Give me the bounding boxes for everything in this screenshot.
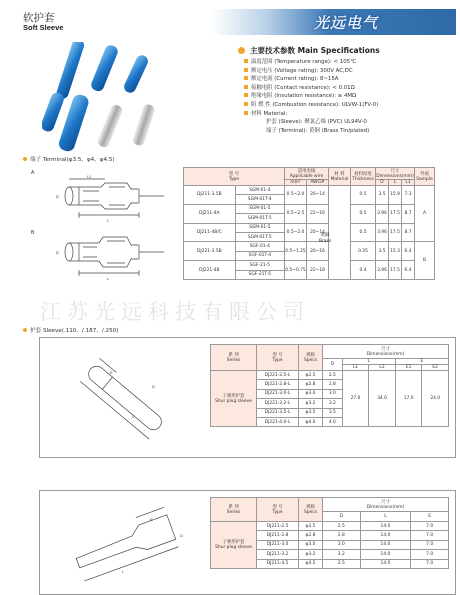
col-header-l: L — [360, 512, 411, 522]
material-cn: 黄铜 — [320, 233, 330, 238]
col-header-d: D — [323, 359, 343, 371]
cell-e1: 17.0 — [395, 371, 422, 427]
cell-spec: φ3.0 — [299, 389, 323, 398]
table-row — [211, 371, 449, 380]
spec-item-text: 额定电压 (Voltage rating): 300V AC,DC — [251, 67, 353, 74]
material-label — [314, 233, 336, 245]
terminal-panel — [23, 163, 456, 289]
cell-d: 2.5 — [323, 371, 343, 380]
spec-item-text: 温度范围 (Temperature range): < 105℃ — [251, 59, 357, 65]
cell-series: 子弹形护套 Shur plug sleeve — [211, 371, 257, 427]
cell-sample-b: B — [415, 242, 435, 280]
terminal-drawing-b — [39, 229, 174, 281]
cell-l: 14.0 — [360, 531, 411, 540]
spec-item-text: 接触电阻 (Contact resistance): < 0.01Ω — [251, 84, 355, 91]
cell-type: DJ211-3.0 — [257, 540, 299, 549]
cell-d: 2.8 — [323, 380, 343, 389]
bullet-icon — [23, 328, 27, 332]
cell-spec: φ3.0 — [299, 540, 323, 549]
cell-sub-type: SGF-21T-5 — [235, 270, 284, 279]
col-header-l1: L1 — [342, 365, 369, 371]
terminal-drawing-a — [39, 173, 174, 225]
spec-item — [244, 92, 456, 101]
col-header-type: 型 号 Type — [184, 168, 285, 186]
page-title-cn: 软护套 — [23, 12, 55, 24]
square-bullet-icon — [244, 111, 248, 115]
cell-d: 3.2 — [323, 550, 361, 559]
col-header-wire: 适用电线 Applicable wire — [285, 168, 329, 180]
page-title-en: Soft Sleeve — [23, 23, 64, 32]
company-watermark: 江苏光远科技有限公司 — [40, 300, 310, 324]
table-row — [184, 261, 435, 270]
table-row — [184, 242, 435, 251]
cell-sub-type: SGF-01-4 — [235, 242, 284, 251]
material-en: Brass — [318, 239, 332, 244]
cell-e: 7.0 — [411, 550, 449, 559]
cell-sample-a: A — [415, 186, 435, 242]
col-header-dimensions: 尺寸 Dimensions(mm) — [323, 345, 449, 359]
cell-l: 15.3 — [389, 242, 402, 261]
col-header-l1: L1 — [402, 180, 415, 186]
sleeve-section-heading — [23, 326, 118, 334]
cell-l2: 34.0 — [369, 371, 396, 427]
cell-type: DJ211-4A — [184, 204, 236, 223]
bullet-icon — [23, 157, 27, 161]
sleeve-product-photo — [42, 42, 170, 157]
col-header-material: 材 料 Material — [329, 168, 351, 186]
cell-mm2: 0.5~2.0 — [285, 223, 307, 242]
col-header-dimensions: 尺寸 Dimensions(mm) — [323, 498, 449, 512]
cell-spec: φ4.0 — [299, 417, 323, 426]
col-header-d: D — [376, 180, 389, 186]
cell-e2: 24.0 — [422, 371, 449, 427]
cell-type: DJ211-4B/C — [184, 223, 236, 242]
cell-awg: 20~14 — [307, 223, 329, 242]
sleeve-drawing-1 — [50, 348, 200, 448]
cell-d: 3.5 — [323, 408, 343, 417]
specs-list — [244, 58, 456, 135]
cell-series: 子弹形护套 Shur plug sleeve — [211, 522, 257, 569]
cell-thickness: 0.4 — [351, 261, 376, 280]
cell-d: 4.0 — [323, 417, 343, 426]
cell-thickness: 0.35 — [351, 242, 376, 261]
cell-l: 14.0 — [360, 522, 411, 531]
cell-l: 14.0 — [360, 540, 411, 549]
col-header-type: 型 号 Type — [257, 498, 299, 522]
sleeve-piece-3 — [122, 53, 150, 94]
sleeve-drawing-2 — [50, 501, 200, 591]
svg-text:L: L — [122, 569, 125, 574]
square-bullet-icon — [244, 59, 248, 63]
cell-e: 7.0 — [411, 559, 449, 568]
svg-text:L: L — [107, 276, 110, 281]
sleeve-panel-2 — [39, 490, 456, 595]
terminal-heading-text: 端子 Terminal(φ3.5、φ4、φ4.5) — [30, 157, 115, 163]
cell-type: DJ221-3.5-L — [257, 408, 299, 417]
col-header-spec: 规格 Specs — [299, 498, 323, 522]
col-header-series: 系 列 Series — [211, 345, 257, 371]
cell-d: 3.2 — [323, 399, 343, 408]
cell-e: 7.0 — [411, 531, 449, 540]
cell-awg: 22~18 — [307, 261, 329, 280]
cell-l1: 6.4 — [402, 261, 415, 280]
cell-l1: 8.7 — [402, 204, 415, 223]
sleeve-table-1 — [210, 344, 449, 427]
sleeve-piece-1 — [55, 42, 86, 100]
spec-material-terminal: 端子 (Terminal): 黄铜 (Brass Tin/plated) — [266, 127, 370, 134]
cell-d: 3.96 — [376, 261, 389, 280]
cell-sub-type: SGF-01T-4 — [235, 251, 284, 260]
cell-d: 3.5 — [323, 559, 361, 568]
terminal-piece-2 — [131, 103, 155, 147]
cell-sub-type: SGM-01T-5 — [235, 214, 284, 223]
cell-type: DJ221-2.5-L — [257, 371, 299, 380]
terminal-section-heading — [23, 155, 115, 163]
cell-l: 17.5 — [389, 223, 402, 242]
col-header-e1: E1 — [395, 365, 422, 371]
col-header-thickness: 材料厚度 Thickness — [351, 168, 376, 186]
svg-text:D: D — [56, 250, 59, 255]
cell-d: 3.5 — [376, 242, 389, 261]
cell-spec: φ3.2 — [299, 399, 323, 408]
drawing-label-a: A — [31, 170, 35, 176]
cell-spec: φ2.5 — [299, 371, 323, 380]
specs-heading-text: 主要技术参数 Main Specifications — [250, 46, 380, 55]
cell-l: 14.0 — [360, 559, 411, 568]
cell-thickness: 0.5 — [351, 223, 376, 242]
svg-text:E: E — [150, 517, 153, 522]
brand-banner — [212, 9, 456, 35]
brand-logo-text: 光远电气 — [314, 14, 379, 32]
col-header-awg: AWG# — [307, 180, 329, 186]
cell-d: 3.96 — [376, 223, 389, 242]
cell-awg: 20~14 — [307, 186, 329, 205]
cell-sub-type: SGM-01-4 — [235, 186, 284, 195]
cell-l: 17.5 — [389, 204, 402, 223]
cell-thickness: 0.5 — [351, 186, 376, 205]
sleeve-heading-text: 护套 Sleeve(.110、/.187、/.250) — [30, 328, 119, 334]
cell-type: DJ211-2.8 — [257, 531, 299, 540]
square-bullet-icon — [244, 76, 248, 80]
cell-type: DJ221-4B — [184, 261, 236, 280]
cell-type: DJ211-3.5B — [184, 186, 236, 205]
spec-material-sleeve: 护套 (Sleeve): 聚氯乙烯 (PVC) UL94V-0 — [266, 119, 367, 126]
svg-text:D: D — [180, 533, 183, 538]
sleeve-table-2 — [210, 497, 449, 569]
col-header-type: 型 号 Type — [257, 345, 299, 371]
bullet-icon — [238, 47, 245, 54]
cell-e: 7.0 — [411, 540, 449, 549]
cell-d: 2.8 — [323, 531, 361, 540]
svg-text:L: L — [107, 218, 110, 223]
cell-d: 3.0 — [323, 389, 343, 398]
cell-l1: 7.3 — [402, 186, 415, 205]
terminal-piece-1 — [96, 103, 124, 148]
cell-d: 3.5 — [376, 186, 389, 205]
svg-text:D: D — [56, 194, 59, 199]
col-header-dimensions: 尺寸 Dimensions(mm) — [376, 169, 414, 179]
col-header-l2: L2 — [369, 365, 396, 371]
col-header-d: D — [323, 512, 361, 522]
col-header-series: 系 列 Series — [211, 498, 257, 522]
square-bullet-icon — [244, 68, 248, 72]
cell-spec: φ2.8 — [299, 380, 323, 389]
cell-type: DJ211-4.5 — [257, 559, 299, 568]
cell-spec: φ4.5 — [299, 559, 323, 568]
cell-mm2: 0.5~2.0 — [285, 186, 307, 205]
col-header-sample: 外观 Sample — [415, 168, 435, 186]
col-header-spec: 规格 Specs — [299, 345, 323, 371]
svg-text:L1: L1 — [87, 174, 92, 179]
cell-l: 15.9 — [389, 186, 402, 205]
cell-d: 3.96 — [376, 204, 389, 223]
cell-sub-type: SGM-01T-4 — [235, 195, 284, 204]
col-header-l: L — [342, 359, 395, 365]
col-header-e: E — [395, 359, 448, 365]
specs-heading — [238, 45, 380, 56]
spec-item — [244, 58, 456, 67]
cell-spec: φ2.5 — [299, 522, 323, 531]
cell-sub-type: SGM-01T-5 — [235, 232, 284, 241]
square-bullet-icon — [244, 102, 248, 106]
col-header-e2: E2 — [422, 365, 449, 371]
cell-mm2: 0.5~1.25 — [285, 242, 307, 261]
spec-item — [244, 101, 456, 110]
table-row — [184, 204, 435, 213]
cell-spec: φ3.5 — [299, 408, 323, 417]
cell-type: DJ221-3.5B — [184, 242, 236, 261]
cell-spec: φ3.2 — [299, 550, 323, 559]
cell-type: DJ221-3.2-L — [257, 399, 299, 408]
spec-item — [244, 67, 456, 76]
cell-l: 14.0 — [360, 550, 411, 559]
cell-d: 2.5 — [323, 522, 361, 531]
cell-type: DJ221-3.0-L — [257, 389, 299, 398]
spec-item — [244, 84, 456, 93]
cell-mm2: 0.5~2.5 — [285, 204, 307, 223]
cell-thickness: 0.5 — [351, 204, 376, 223]
drawing-label-b: B — [31, 230, 35, 236]
sleeve-panel-1 — [39, 337, 456, 458]
cell-l1: 27.0 — [342, 371, 369, 427]
cell-l1: 6.4 — [402, 242, 415, 261]
cell-type: DJ211-2.5 — [257, 522, 299, 531]
table-row — [184, 186, 435, 195]
cell-awg: 22~16 — [307, 204, 329, 223]
spec-item-text: 材料 Material: — [251, 110, 288, 117]
cell-spec: φ2.8 — [299, 531, 323, 540]
cell-awg: 20~16 — [307, 242, 329, 261]
cell-l1: 8.7 — [402, 223, 415, 242]
table-row — [184, 223, 435, 232]
cell-type: DJ221-2.8-L — [257, 380, 299, 389]
cell-material — [329, 242, 351, 280]
cell-sub-type: SGF-21-5 — [235, 261, 284, 270]
terminal-spec-table — [183, 167, 435, 280]
cell-sub-type: SGM-01-5 — [235, 223, 284, 232]
square-bullet-icon — [244, 85, 248, 89]
spec-item-text: 额定电流 (Current rating): 8~15A — [251, 76, 339, 83]
cell-type: DJ221-4.0-L — [257, 417, 299, 426]
col-header-l: L — [389, 180, 402, 186]
cell-type: DJ211-3.2 — [257, 550, 299, 559]
sleeve-piece-4 — [42, 91, 65, 133]
cell-l: 17.5 — [389, 261, 402, 280]
col-header-e: E — [411, 512, 449, 522]
cell-sub-type: SGM-01-5 — [235, 204, 284, 213]
cell-d: 3.0 — [323, 540, 361, 549]
cell-e: 7.0 — [411, 522, 449, 531]
spec-item-text: 绝缘电阻 (Insulation resistance): ≥ 4MΩ — [251, 93, 357, 100]
svg-text:D: D — [152, 384, 155, 389]
square-bullet-icon — [244, 93, 248, 97]
table-row — [211, 522, 449, 531]
sleeve-piece-2 — [89, 43, 119, 92]
spec-item — [244, 110, 456, 119]
col-header-mm2: mm² — [285, 180, 307, 186]
svg-text:E: E — [110, 370, 113, 375]
cell-mm2: 0.5~0.75 — [285, 261, 307, 280]
svg-text:L: L — [132, 414, 135, 419]
spec-item-text: 阻 燃 性 (Combustion resistance): ULVW-1(FV-0) — [251, 101, 379, 108]
spec-item — [244, 75, 456, 84]
